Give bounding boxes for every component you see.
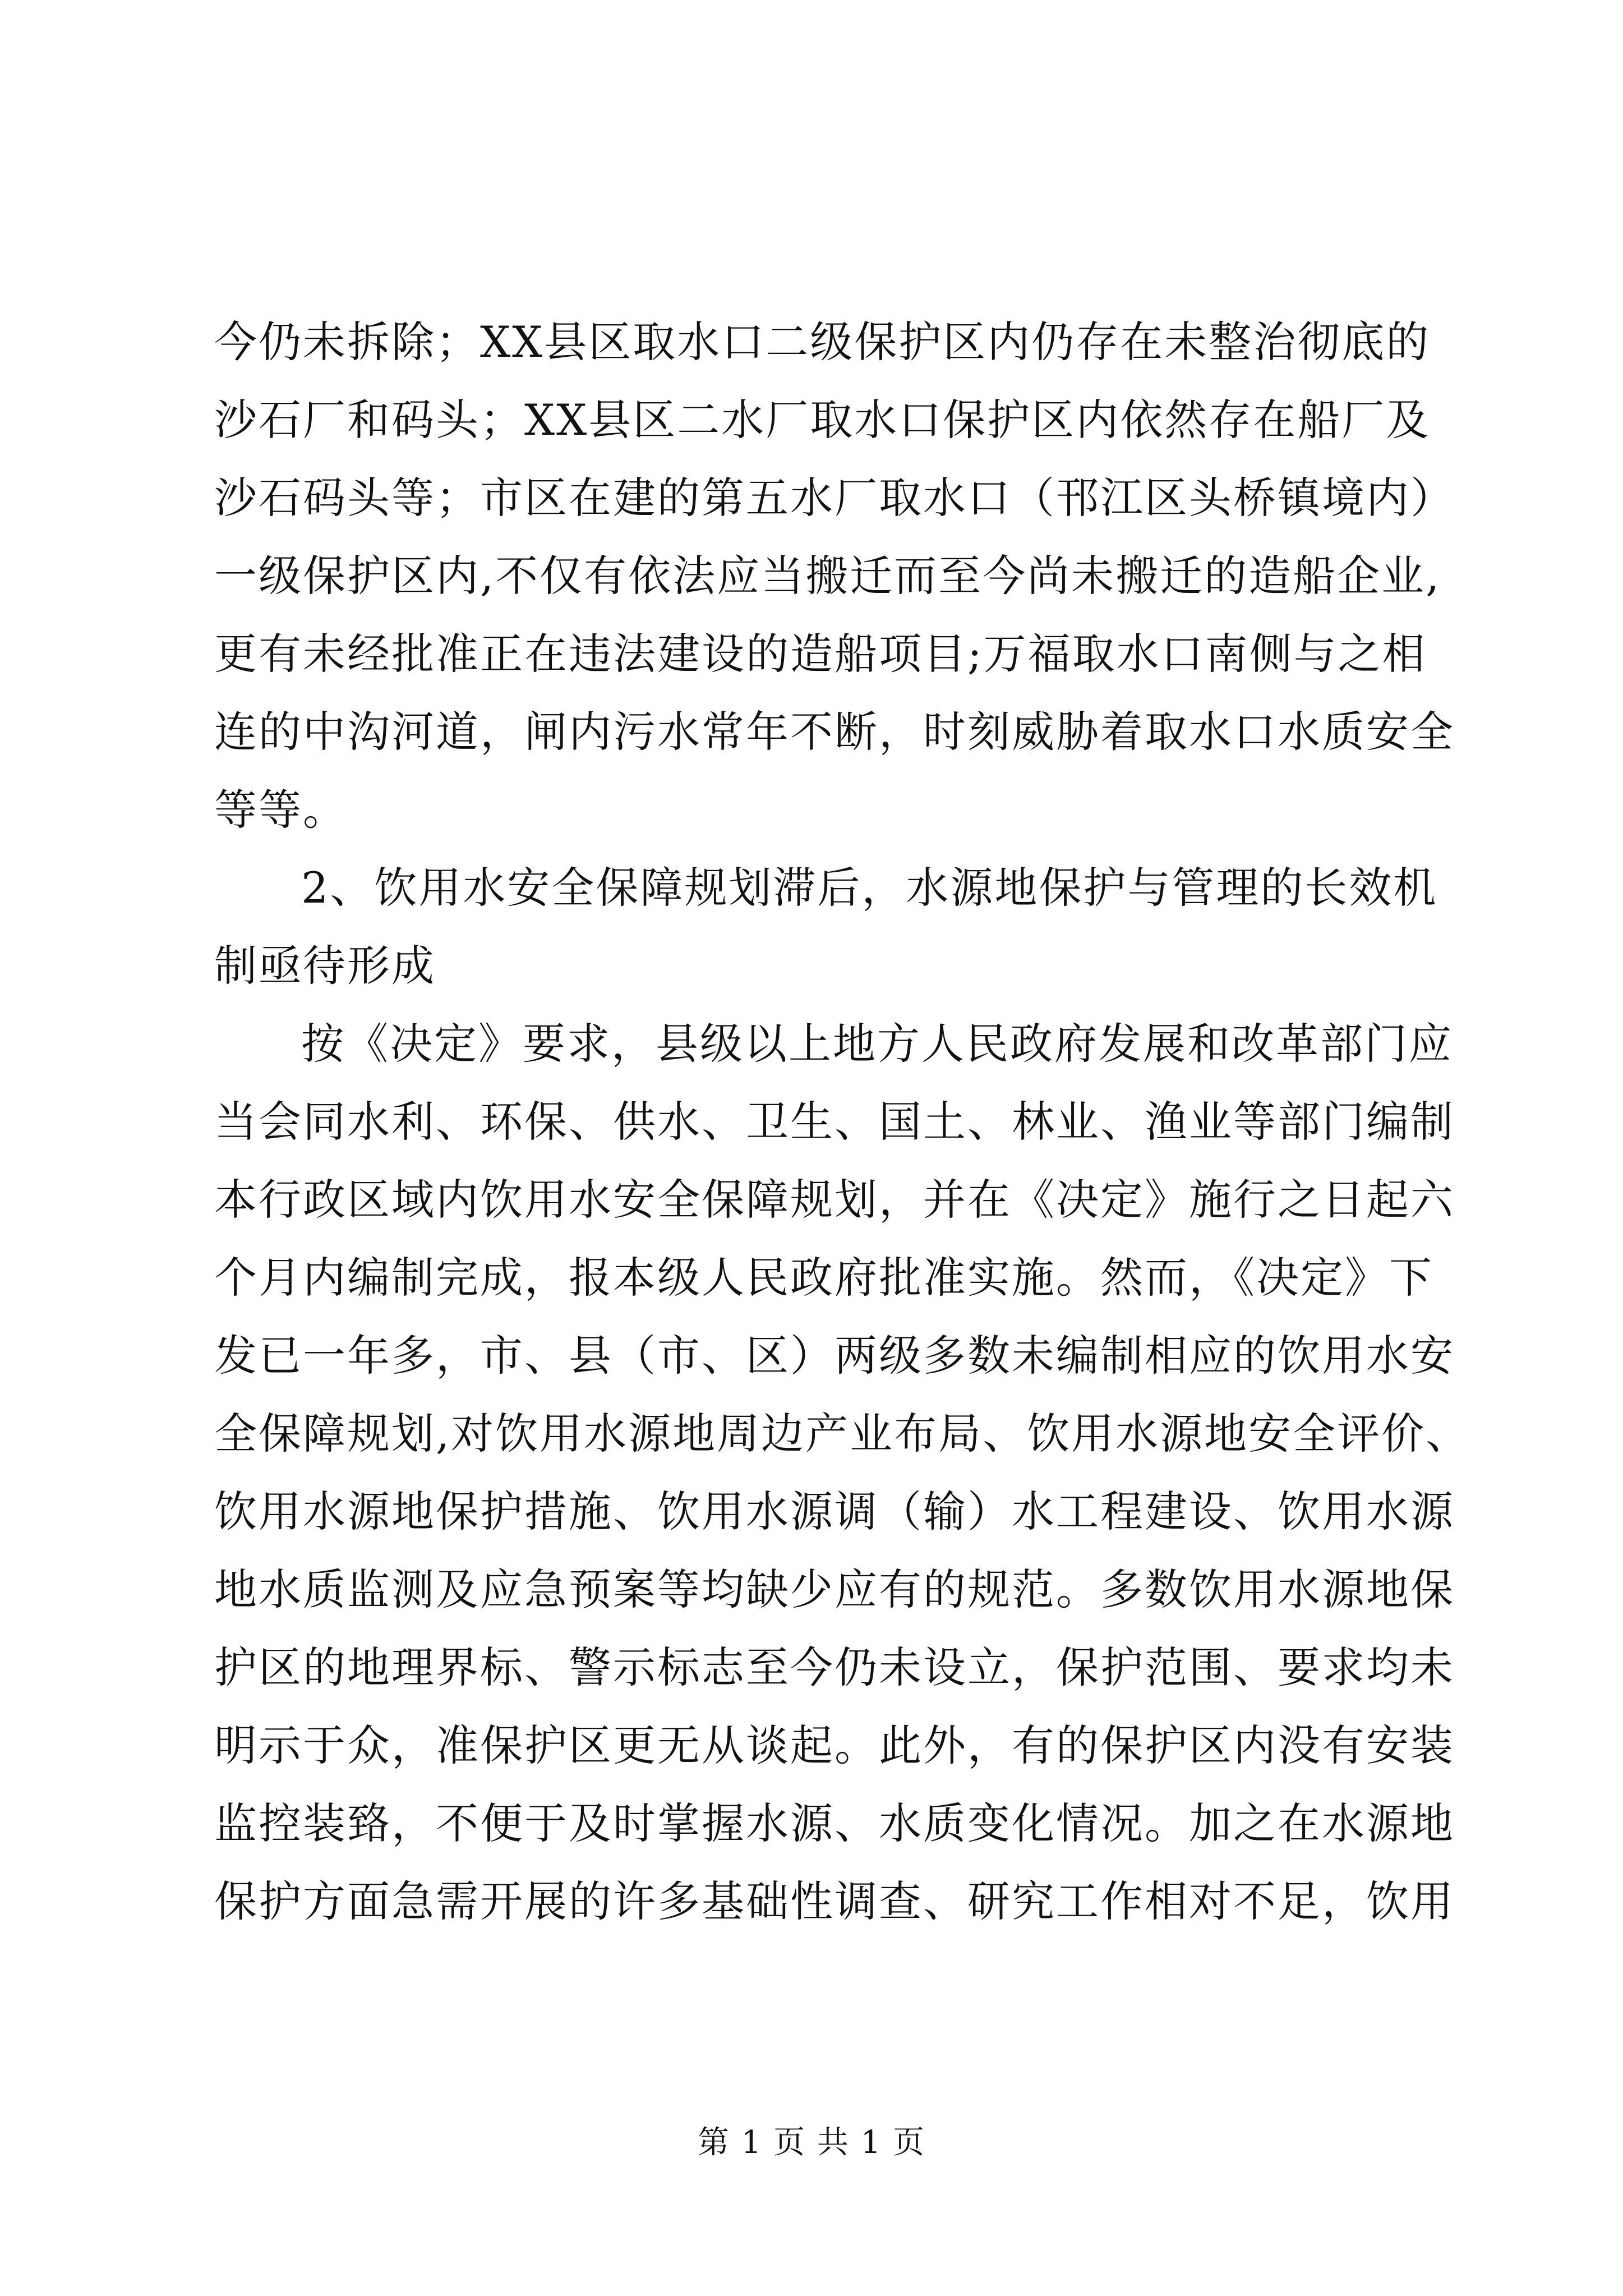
text-line: 监控装臵，不便于及时掌握水源、水质变化情况。加之在水源地 — [214, 1798, 1455, 1848]
text-line: 明示于众，准保护区更无从谈起。此外，有的保护区内没有安装 — [214, 1720, 1455, 1770]
section-heading-line: 2、饮用水安全保障规划滞后，水源地保护与管理的长效机 — [301, 863, 1438, 913]
text-line: 个月内编制完成，报本级人民政府批准实施。然而，《决定》下 — [214, 1253, 1433, 1303]
text-line: 按《决定》要求，县级以上地方人民政府发展和改革部门应 — [301, 1019, 1453, 1069]
text-line: 本行政区域内饮用水安全保障规划，并在《决定》施行之日起六 — [214, 1175, 1455, 1225]
page-footer: 第 1 页 共 1 页 — [697, 2124, 926, 2161]
text-line: 保护方面急需开展的许多基础性调查、研究工作相对不足，饮用 — [214, 1876, 1455, 1926]
text-line: 一级保护区内,不仅有依法应当搬迁而至今尚未搬迁的造船企业, — [214, 551, 1441, 601]
text-line: 连的中沟河道，闸内污水常年不断，时刻威胁着取水口水质安全 — [214, 707, 1455, 757]
text-line: 饮用水源地保护措施、饮用水源调（输）水工程建设、饮用水源 — [214, 1487, 1455, 1536]
body-text — [214, 303, 1470, 1940]
text-line: 沙石厂和码头；XX县区二水厂取水口保护区内依然存在船厂及 — [214, 395, 1431, 445]
section-heading-line: 制亟待形成 — [214, 941, 436, 991]
text-line: 发已一年多，市、县（市、区）两级多数未编制相应的饮用水安 — [214, 1331, 1455, 1381]
text-line: 全保障规划,对饮用水源地周边产业布局、饮用水源地安全评价、 — [214, 1409, 1470, 1458]
text-line: 今仍未拆除；XX县区取水口二级保护区内仍存在未整治彻底的 — [214, 317, 1431, 367]
text-line: 沙石码头等；市区在建的第五水厂取水口（邗江区头桥镇境内） — [214, 473, 1455, 523]
text-line: 等等。 — [214, 785, 347, 835]
text-line: 地水质监测及应急预案等均缺少应有的规范。多数饮用水源地保 — [214, 1565, 1455, 1614]
text-line: 护区的地理界标、警示标志至今仍未设立，保护范围、要求均未 — [214, 1642, 1455, 1692]
text-line: 更有未经批准正在违法建设的造船项目;万福取水口南侧与之相 — [214, 629, 1427, 679]
text-line: 当会同水利、环保、供水、卫生、国土、林业、渔业等部门编制 — [214, 1097, 1455, 1147]
